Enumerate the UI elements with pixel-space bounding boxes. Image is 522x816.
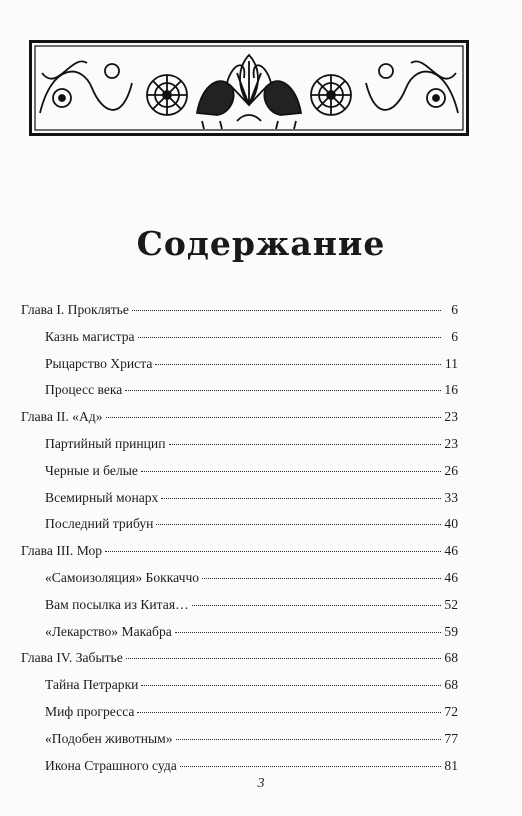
toc-chapter-entry [21,543,458,570]
toc-subentry [21,677,458,704]
toc-entry-title: Тайна Петрарки [45,677,139,693]
dot-leader [175,632,441,633]
toc-entry-title: Глава III. Мор [21,543,103,559]
decorative-ornament-banner [29,40,469,136]
table-of-contents [21,302,458,784]
toc-entry-title: Казнь магистра [45,328,135,344]
dot-leader [137,712,441,713]
toc-entry-page: 46 [444,543,458,559]
dot-leader [192,605,441,606]
toc-entry-title: Рыцарство Христа [45,355,153,371]
toc-entry-page: 6 [451,328,458,344]
toc-entry-page: 23 [444,435,458,451]
toc-entry-title: Миф прогресса [45,703,135,719]
toc-subentry [21,329,458,356]
toc-entry-title: «Подобен животным» [45,730,173,746]
toc-entry-page: 26 [444,462,458,478]
dot-leader [141,685,441,686]
dot-leader [176,739,441,740]
page-title: Содержание [136,224,386,263]
toc-entry-page: 77 [444,730,458,746]
toc-subentry [21,597,458,624]
toc-entry-page: 52 [444,596,458,612]
toc-entry-page: 72 [444,703,458,719]
toc-entry-title: Глава I. Проклятье [21,302,129,317]
toc-entry-page: 23 [444,409,458,425]
dot-leader [202,578,441,579]
toc-entry-page: 81 [444,757,458,773]
toc-entry-title: Последний трибун [45,516,154,532]
toc-subentry [21,463,458,490]
toc-entry-title: Черные и белые [45,462,138,478]
toc-subentry [21,356,458,383]
dot-leader [180,766,441,767]
toc-entry-title: Партийный принцип [45,435,166,451]
toc-subentry [21,570,458,597]
dot-leader [169,444,442,445]
toc-entry-title: Вам посылка из Китая… [45,596,189,612]
ornament-illustration [32,43,466,133]
toc-subentry [21,624,458,651]
dot-leader [161,498,441,499]
toc-entry-page: 11 [444,355,458,371]
dot-leader [125,390,441,391]
toc-chapter-entry [21,650,458,677]
toc-entry-title: «Лекарство» Макабра [45,623,172,639]
toc-subentry [21,436,458,463]
toc-entry-page: 68 [444,677,458,693]
toc-entry-page: 46 [444,569,458,585]
toc-entry-title: Процесс века [45,382,123,398]
dot-leader [155,364,441,365]
dot-leader [105,551,441,552]
toc-chapter-entry [21,409,458,436]
toc-subentry [21,490,458,517]
toc-entry-title: Глава II. «Ад» [21,409,103,425]
toc-entry-page: 6 [451,302,458,317]
toc-entry-title: Всемирный монарх [45,489,159,505]
toc-entry-page: 16 [444,382,458,398]
toc-entry-page: 68 [444,650,458,666]
toc-entry-title: Глава IV. Забытье [21,650,123,666]
toc-chapter-entry [21,302,458,329]
dot-leader [132,310,441,311]
toc-subentry [21,731,458,758]
toc-subentry [21,382,458,409]
toc-subentry [21,704,458,731]
dot-leader [156,524,441,525]
dot-leader [106,417,441,418]
toc-entry-page: 59 [444,623,458,639]
dot-leader [138,337,441,338]
page-number: 3 [257,776,265,791]
toc-entry-title: «Самоизоляция» Боккаччо [45,569,200,585]
toc-subentry [21,516,458,543]
toc-entry-page: 40 [444,516,458,532]
dot-leader [126,658,441,659]
toc-entry-page: 33 [444,489,458,505]
toc-entry-title: Икона Страшного суда [45,757,177,773]
dot-leader [141,471,441,472]
